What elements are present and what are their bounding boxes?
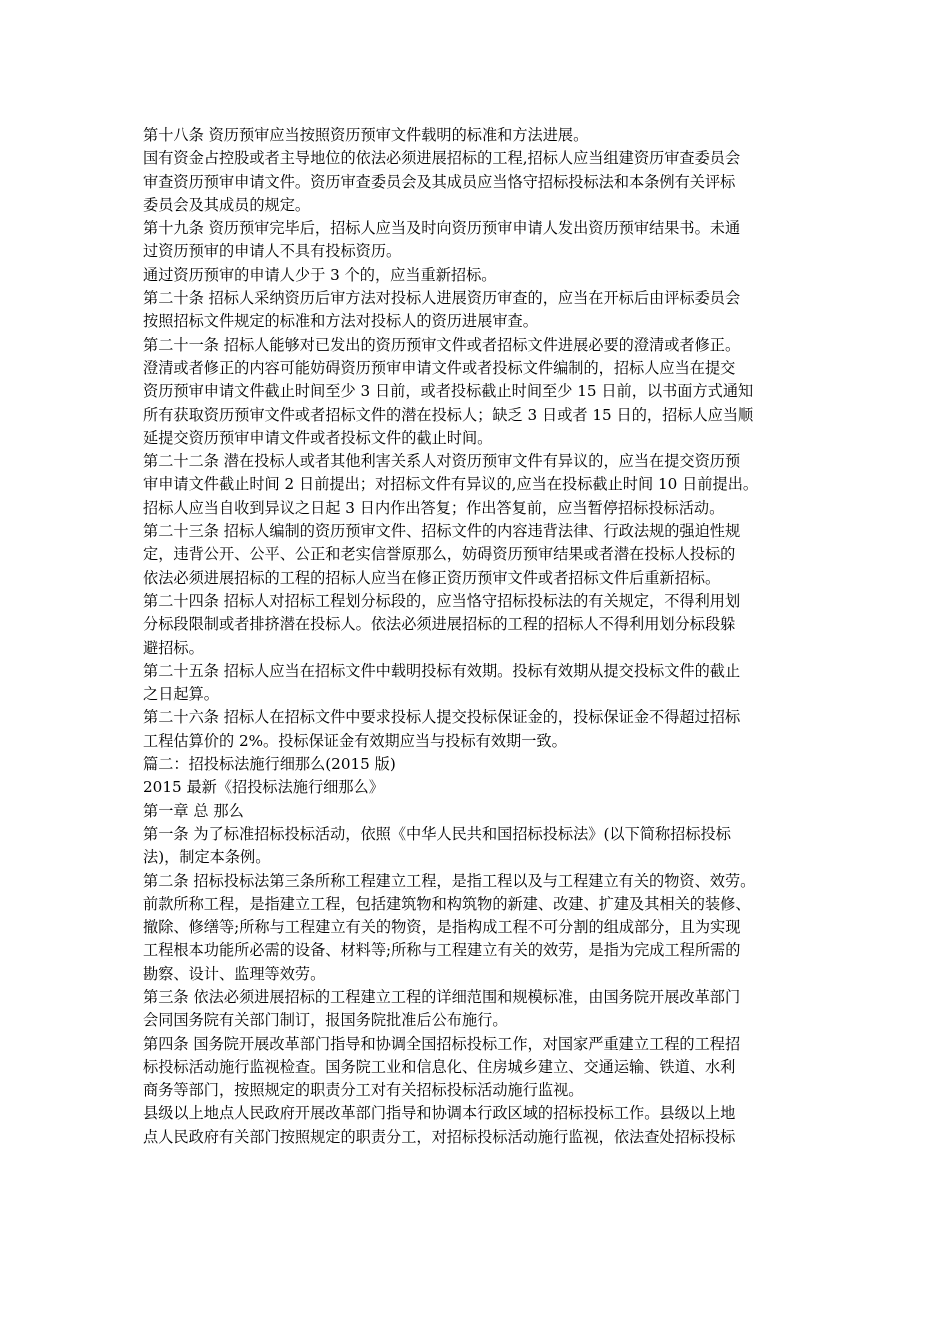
text-line: 勘察、设计、监理等效劳。 xyxy=(143,964,326,983)
text-line: 第二条 招标投标法第三条所称工程建立工程，是指工程以及与工程建立有关的物资、效劳。 xyxy=(143,871,756,890)
text-line: 第二十五条 招标人应当在招标文件中载明投标有效期。投标有效期从提交投标文件的截止 xyxy=(143,661,741,680)
text-line: 澄清或者修正的内容可能妨碍资历预审申请文件或者投标文件编制的，招标人应当在提交 xyxy=(143,358,736,377)
text-line: 通过资历预审的申请人少于 3 个的，应当重新招标。 xyxy=(143,265,497,284)
text-line: 审申请文件截止时间 2 日前提出；对招标文件有异议的,应当在投标截止时间 10 日前提出。 xyxy=(143,475,759,494)
text-line: 第二十三条 招标人编制的资历预审文件、招标文件的内容违背法律、行政法规的强迫性规 xyxy=(143,522,741,541)
text-line: 招标人应当自收到异议之日起 3 日内作出答复；作出答复前，应当暂停招标投标活动。 xyxy=(143,498,725,517)
text-line: 工程估算价的 2%。投标保证金有效期应当与投标有效期一致。 xyxy=(143,731,567,750)
text-line: 延提交资历预审申请文件或者投标文件的截止时间。 xyxy=(143,428,493,447)
text-line: 按照招标文件规定的标准和方法对投标人的资历进展审查。 xyxy=(143,312,538,331)
text-line: 第二十四条 招标人对招标工程划分标段的，应当恪守招标投标法的有关规定，不得利用划 xyxy=(143,591,741,610)
text-line: 第四条 国务院开展改革部门指导和协调全国招标投标工作，对国家严重建立工程的工程招 xyxy=(143,1034,741,1053)
text-line: 第十八条 资历预审应当按照资历预审文件载明的标准和方法进展。 xyxy=(143,126,589,144)
text-line: 委员会及其成员的规定。 xyxy=(143,195,311,214)
text-line: 依法必须进展招标的工程的招标人应当在修正资历预审文件或者招标文件后重新招标。 xyxy=(143,568,721,587)
text-line: 之日起算。 xyxy=(143,685,219,704)
text-line: 撤除、修缮等;所称与工程建立有关的物资，是指构成工程不可分割的组成部分，且为实现 xyxy=(143,918,741,937)
text-line: 资历预审申请文件截止时间至少 3 日前，或者投标截止时间至少 15 日前，以书面方式通知 xyxy=(143,382,754,401)
text-line: 县级以上地点人民政府开展改革部门指导和协调本行政区域的招标投标工作。县级以上地 xyxy=(143,1104,736,1123)
text-line: 国有资金占控股或者主导地位的依法必须进展招标的工程,招标人应当组建资历审查委员会 xyxy=(143,149,741,168)
text-line: 过资历预审的申请人不具有投标资历。 xyxy=(143,242,402,261)
text-line: 标投标活动施行监视检查。国务院工业和信息化、住房城乡建立、交通运输、铁道、水利 xyxy=(143,1057,736,1076)
text-line: 篇二：招投标法施行细那么(2015 版) xyxy=(143,755,396,774)
text-line: 第一条 为了标准招标投标活动，依照《中华人民共和国招标投标法》(以下简称招标投标 xyxy=(143,824,731,843)
text-line: 审查资历预审申请文件。资历审查委员会及其成员应当恪守招标投标法和本条例有关评标 xyxy=(143,172,736,191)
text-line: 前款所称工程，是指建立工程，包括建筑物和构筑物的新建、改建、扩建及其相关的装修、 xyxy=(143,894,751,913)
text-line: 会同国务院有关部门制订，报国务院批准后公布施行。 xyxy=(143,1011,508,1030)
text-line: 2015 最新《招投标法施行细那么》 xyxy=(143,778,384,797)
text-line: 商务等部门，按照规定的职责分工对有关招标投标活动施行监视。 xyxy=(143,1081,584,1100)
text-line: 所有获取资历预审文件或者招标文件的潜在投标人；缺乏 3 日或者 15 日的，招标人应当顺 xyxy=(143,405,754,424)
text-line: 第二十二条 潜在投标人或者其他利害关系人对资历预审文件有异议的，应当在提交资历预 xyxy=(143,452,741,471)
text-line: 第二十一条 招标人能够对已发出的资历预审文件或者招标文件进展必要的澄清或者修正。 xyxy=(143,335,741,354)
text-line: 第一章 总 那么 xyxy=(143,801,244,820)
text-line: 第三条 依法必须进展招标的工程建立工程的详细范围和规模标准，由国务院开展改革部门 xyxy=(143,987,741,1006)
text-line: 工程根本功能所必需的设备、材料等;所称与工程建立有关的效劳，是指为完成工程所需的 xyxy=(143,941,741,960)
text-line: 第十九条 资历预审完毕后，招标人应当及时向资历预审申请人发出资历预审结果书。未通 xyxy=(143,219,741,238)
document-body xyxy=(143,124,818,1149)
text-line: 定，违背公开、公平、公正和老实信誉原那么，妨碍资历预审结果或者潜在投标人投标的 xyxy=(143,545,736,564)
text-line: 点人民政府有关部门按照规定的职责分工，对招标投标活动施行监视，依法查处招标投标 xyxy=(143,1127,736,1146)
text-line: 避招标。 xyxy=(143,638,204,657)
text-line: 第二十六条 招标人在招标文件中要求投标人提交投标保证金的，投标保证金不得超过招标 xyxy=(143,708,741,727)
text-line: 分标段限制或者排挤潜在投标人。依法必须进展招标的工程的招标人不得利用划分标段躲 xyxy=(143,615,736,634)
text-line: 第二十条 招标人采纳资历后审方法对投标人进展资历审查的，应当在开标后由评标委员会 xyxy=(143,289,741,308)
text-line: 法)，制定本条例。 xyxy=(143,848,271,867)
